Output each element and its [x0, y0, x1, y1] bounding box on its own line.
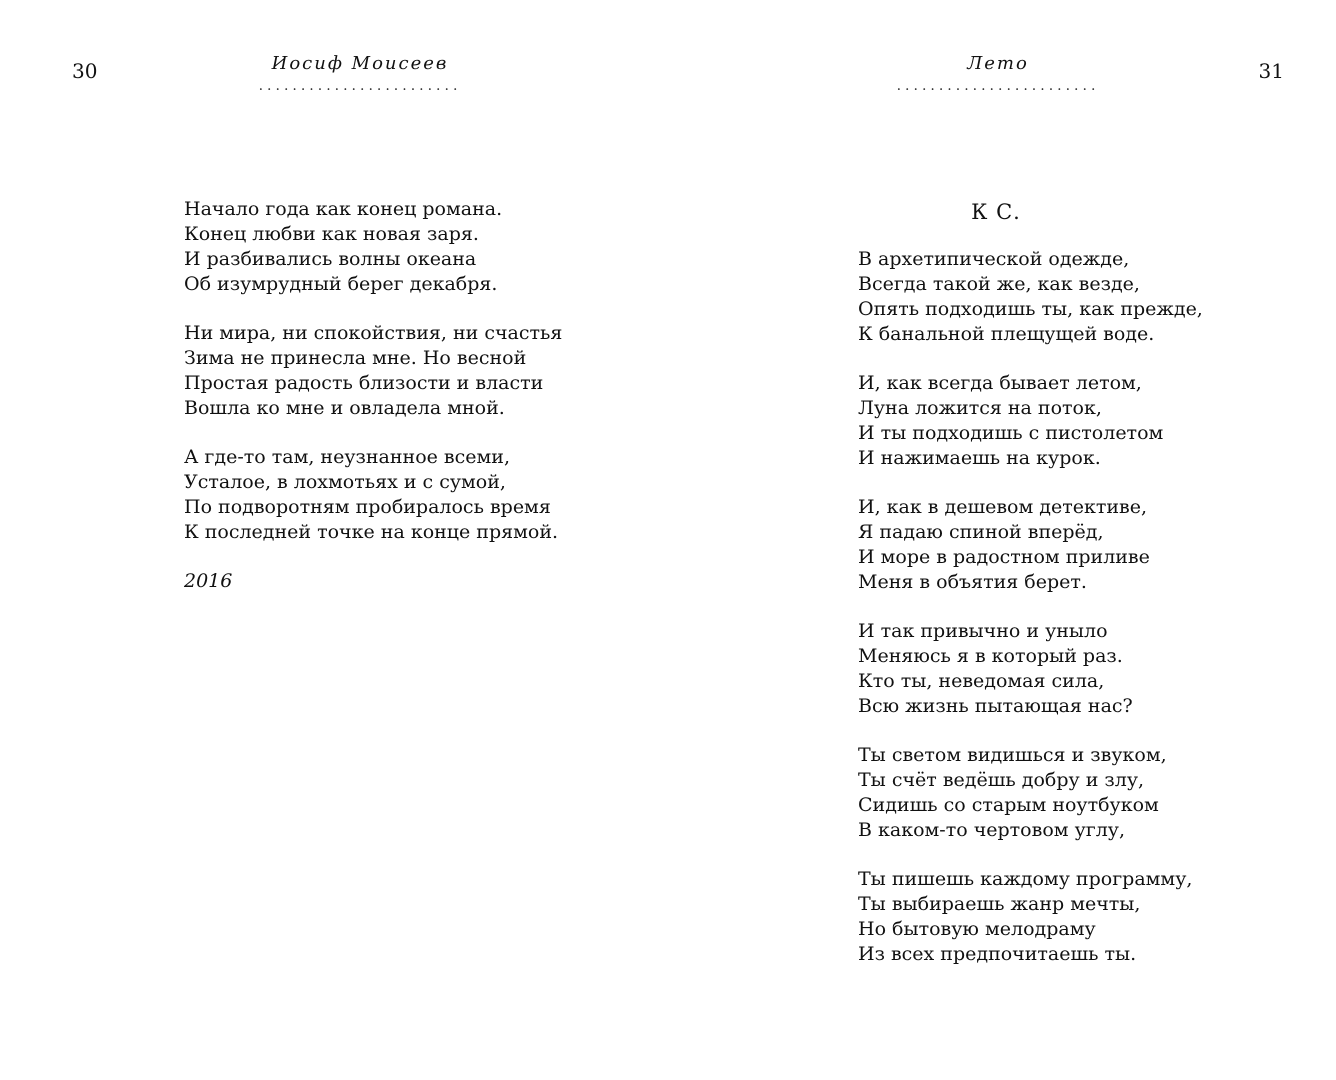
poem-line: И, как в дешевом детективе, [858, 496, 1148, 518]
poem-line: И так привычно и уныло [858, 620, 1108, 642]
poem-line: В архетипической одежде, [858, 248, 1130, 270]
running-head-section: Лето [967, 53, 1029, 74]
poem-body [858, 247, 1203, 991]
stanza [184, 321, 562, 421]
poem-line: Ты светом видишься и звуком, [858, 744, 1167, 766]
poem-line: И море в радостном приливе [858, 546, 1150, 568]
poem-body [184, 197, 562, 594]
poem-line: Простая радость близости и власти [184, 372, 544, 394]
poem-line: Всегда такой же, как везде, [858, 273, 1140, 295]
stanza [858, 371, 1203, 471]
poem-line: Об изумрудный берег декабря. [184, 273, 498, 295]
stanza [184, 197, 562, 297]
stanza [858, 495, 1203, 595]
right-page [668, 0, 1336, 1080]
poem-line: Меня в объятия берет. [858, 571, 1087, 593]
poem-line: Ты счёт ведёшь добру и злу, [858, 769, 1145, 791]
poem-date: 2016 [184, 570, 233, 592]
poem-line: Начало года как конец романа. [184, 198, 503, 220]
poem-line: Опять подходишь ты, как прежде, [858, 298, 1203, 320]
poem-line: Зима не принесла мне. Но весной [184, 347, 527, 369]
poem-line: Ты пишешь каждому программу, [858, 868, 1193, 890]
poem-line: Конец любви как новая заря. [184, 223, 479, 245]
poem-line: Меняюсь я в который раз. [858, 645, 1123, 667]
poem-line: Всю жизнь пытающая нас? [858, 695, 1133, 717]
poem-line: И разбивались волны океана [184, 248, 477, 270]
poem-line: К банальной плещущей воде. [858, 323, 1155, 345]
poem-line: Сидишь со старым ноутбуком [858, 794, 1159, 816]
header-dotted-rule: ........................ [258, 78, 462, 94]
stanza [858, 743, 1203, 843]
poem-line: И ты подходишь с пистолетом [858, 422, 1164, 444]
poem-line: Луна ложится на поток, [858, 397, 1102, 419]
poem-line: Но бытовую мелодраму [858, 918, 1096, 940]
page-number: 31 [1258, 59, 1284, 83]
poem-line: Я падаю спиной вперёд, [858, 521, 1104, 543]
poem-line: А где-то там, неузнанное всеми, [184, 446, 510, 468]
header-dotted-rule: ........................ [896, 78, 1100, 94]
poem-title: К С. [971, 200, 1021, 224]
poem-line: Ты выбираешь жанр мечты, [858, 893, 1141, 915]
poem-line: По подворотням пробиралось время [184, 496, 551, 518]
stanza [858, 867, 1203, 967]
poem-line: И, как всегда бывает летом, [858, 372, 1142, 394]
page-number: 30 [72, 59, 98, 83]
poem-line: Ни мира, ни спокойствия, ни счастья [184, 322, 563, 344]
poem-line: К последней точке на конце прямой. [184, 521, 559, 543]
stanza [858, 619, 1203, 719]
poem-line: Из всех предпочитаешь ты. [858, 943, 1137, 965]
poem-line: В каком-то чертовом углу, [858, 819, 1126, 841]
stanza [184, 445, 562, 545]
poem-line: Кто ты, неведомая сила, [858, 670, 1105, 692]
stanza [858, 247, 1203, 347]
poem-line: Вошла ко мне и овладела мной. [184, 397, 505, 419]
poem-line: И нажимаешь на курок. [858, 447, 1101, 469]
running-head-author: Иосиф Моисеев [271, 53, 449, 74]
poem-line: Усталое, в лохмотьях и с сумой, [184, 471, 506, 493]
